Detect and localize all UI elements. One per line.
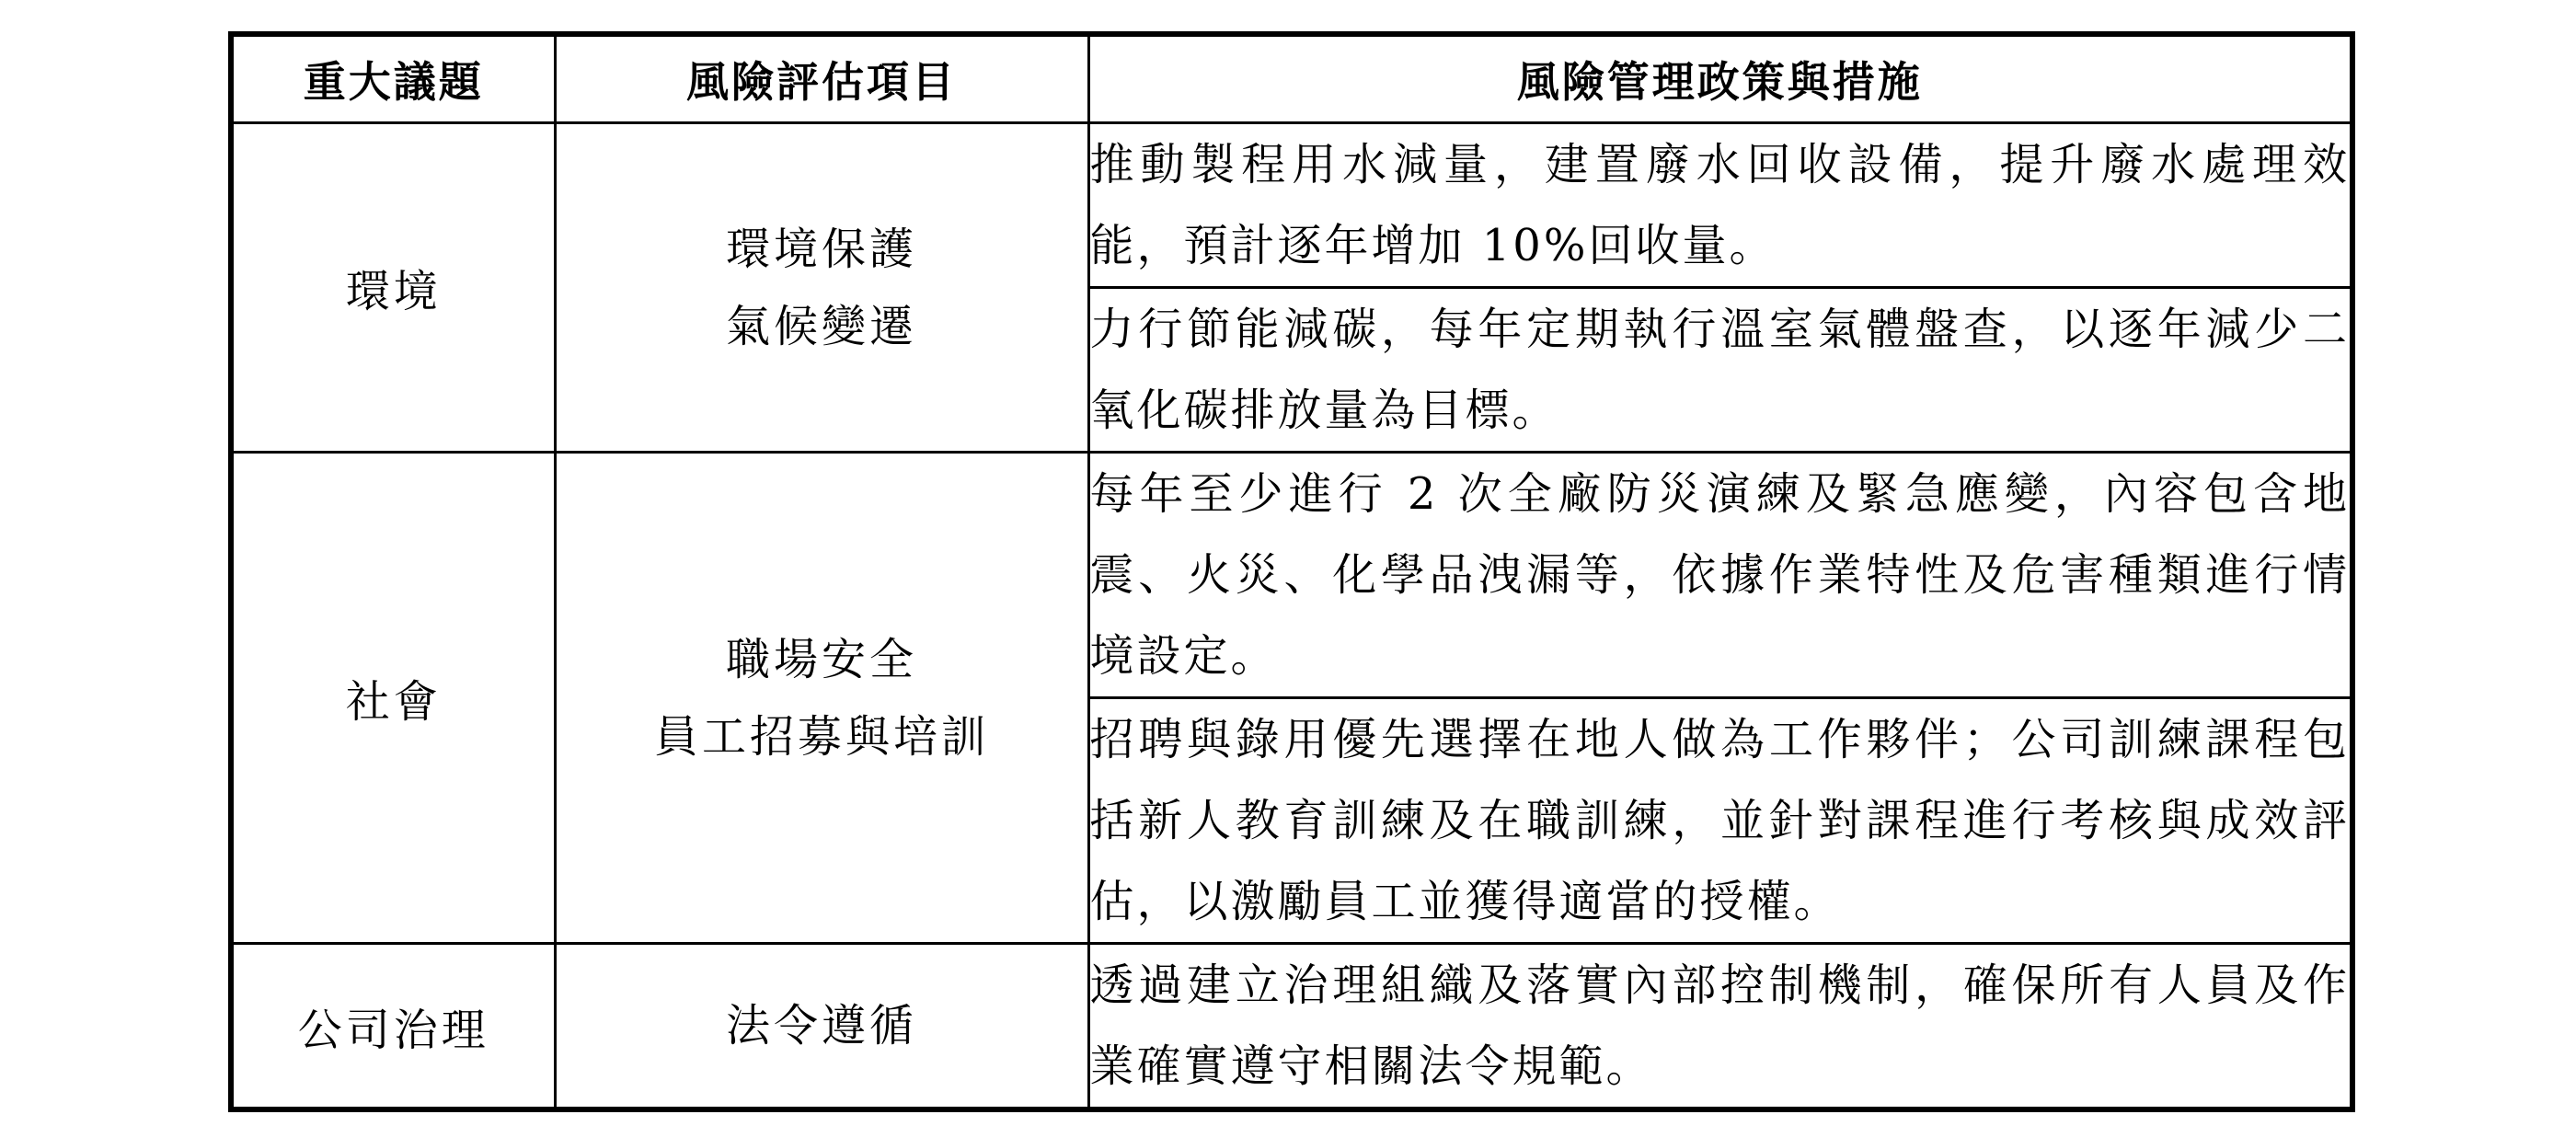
issue-cell: 社會: [231, 453, 555, 944]
table-row: [231, 944, 2352, 1110]
measure-cell: 力行節能減碳，每年定期執行溫室氣體盤查，以逐年減少二氧化碳排放量為目標。: [1088, 288, 2352, 453]
risk-item: 職場安全: [725, 633, 917, 685]
risk-item-cell: [555, 123, 1088, 453]
issue-cell: 公司治理: [231, 944, 555, 1110]
measure-cell: 推動製程用水減量，建置廢水回收設備，提升廢水處理效能，預計逐年增加 10%回收量。: [1088, 123, 2352, 288]
risk-item-cell: [555, 453, 1088, 944]
header-risk-management-policy: 風險管理政策與措施: [1088, 34, 2352, 123]
risk-item: 法令遵循: [725, 1000, 917, 1051]
risk-item: 員工招募與培訓: [653, 710, 989, 763]
header-material-issue: 重大議題: [231, 34, 555, 123]
risk-item: 氣候變遷: [725, 300, 917, 352]
table-header-row: [231, 34, 2352, 123]
measure-cell: 透過建立治理組織及落實內部控制機制，確保所有人員及作業確實遵守相關法令規範。: [1088, 944, 2352, 1110]
header-risk-assessment-item: 風險評估項目: [555, 34, 1088, 123]
table-row: [231, 123, 2352, 288]
measure-cell: 每年至少進行 2 次全廠防災演練及緊急應變，內容包含地震、火災、化學品洩漏等，依據作業特性及危害種類進行情境設定。: [1088, 453, 2352, 698]
table-row: [231, 453, 2352, 698]
issue-cell: 環境: [231, 123, 555, 453]
risk-item-cell: [555, 944, 1088, 1110]
risk-management-table: [228, 31, 2355, 1112]
risk-item: 環境保護: [725, 223, 917, 275]
measure-cell: 招聘與錄用優先選擇在地人做為工作夥伴；公司訓練課程包括新人教育訓練及在職訓練，並針對課程進行考核與成效評估，以激勵員工並獲得適當的授權。: [1088, 698, 2352, 944]
